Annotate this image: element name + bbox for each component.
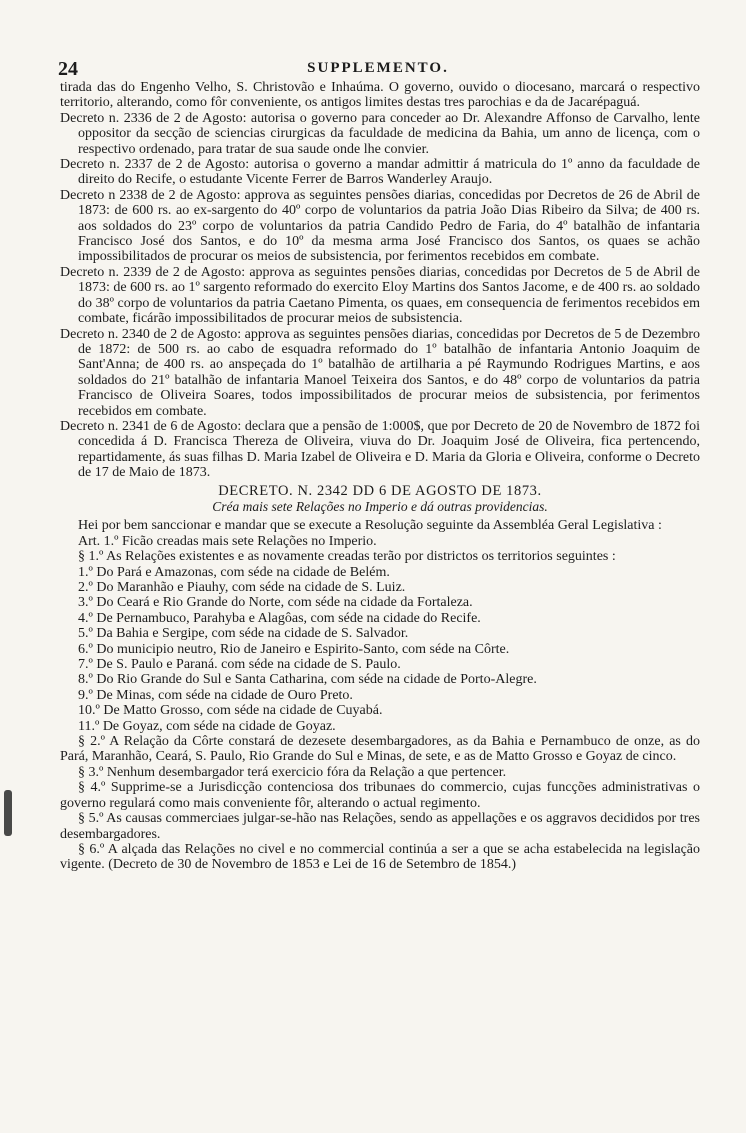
decree-2337: Decreto n. 2337 de 2 de Agosto: autorisa o governo a mandar admittir á matricula do 1º anno da faculdade de direito do Recife, o estudante Vicente Ferrer de Barros Wanderley Araujo. [60,157,700,188]
list-item: 11.º De Goyaz, com séde na cidade de Goyaz. [78,718,336,734]
page-number: 24 [58,58,78,80]
decree-2339: Decreto n. 2339 de 2 de Agosto: approva as seguintes pensões diarias, concedidas por Decretos de 5 de Abril de 1873: de 600 rs. ao 1º sargento reformado do exercito Eloy Martins dos Santos Jacome, e de 400 rs. ao soldado do 38º corpo de voluntarios da patria Caetano Pimenta, os quaes, em consequencia de ferimentos recebidos em combate, ficárão impossibilitados de procurar meios de subsistencia. [60,264,700,327]
list-item: 6.º Do municipio neutro, Rio de Janeiro e Espirito-Santo, com séde na Côrte. [78,641,510,657]
list-item: 8.º Do Rio Grande do Sul e Santa Catharina, com séde na cidade de Porto-Alegre. [78,672,537,688]
section-5: § 5.º As causas commerciaes julgar-se-hão nas Relações, sendo as appellações e os aggravos decididos por tres desembargadores. [60,811,700,842]
article-1: Art. 1.º Ficão creadas mais sete Relações no Imperio. [78,533,377,549]
section-4: § 4.º Supprime-se a Jurisdicção contenciosa dos tribunaes do commercio, cujas funcções administrativas o governo regulará como mais conveniente fôr, alterando o actual regimento. [60,780,700,811]
section-3: § 3.º Nenhum desembargador terá exercicio fóra da Relação a que pertencer. [78,764,507,780]
section-2: § 2.º A Relação da Côrte constará de dezesete desembargadores, as da Bahia e Pernambuco de onze, as do Pará, Maranhão, Ceará, S. Paulo, Rio Grande do Sul e Minas, de sete, e as de Matto Grosso e Goyaz de cinco. [60,734,700,765]
list-item: 5.º Da Bahia e Sergipe, com séde na cidade de S. Salvador. [78,626,409,642]
paragraph: tirada das do Engenho Velho, S. Christovão e Inhaúma. O governo, ouvido o diocesano, marcará o respectivo territorio, alterando, como fôr conveniente, os antigos limites destas tres parochias e da de Jacarépaguá. [60,80,700,111]
list-item: 4.º De Pernambuco, Parahyba e Alagôas, com séde na cidade do Recife. [78,610,481,626]
list-item: 9.º De Minas, com séde na cidade de Ouro Preto. [78,687,353,703]
list-item: 3.º Do Ceará e Rio Grande do Norte, com séde na cidade da Fortaleza. [78,595,473,611]
decree-title: DECRETO. N. 2342 DD 6 DE AGOSTO DE 1873. [218,482,542,499]
page-body [60,80,700,873]
page-header [58,58,698,80]
decree-2340: Decreto n. 2340 de 2 de Agosto: approva as seguintes pensões diarias, concedidas por Decretos de 5 de Dezembro de 1872: de 500 rs. ao cabo de esquadra reformado do 1º batalhão de infantaria Antonio Joaquim de Sant'Anna; de 400 rs. ao anspeçada do 1º batalhão de artilharia a pé Raymundo Rodrigues Martins, e aos soldados do 21º batalhão de infantaria Manoel Teixeira dos Santos, e do 48º corpo de voluntarios da patria Francisco de Oliveira Soares, todos impossibilitados de procurar meios de subsistencia, por ferimentos recebidos em combate. [60,326,700,419]
margin-ink-mark [2,790,14,836]
decree-intro: Hei por bem sanccionar e mandar que se execute a Resolução seguinte da Assembléa Geral Legislativa : [78,518,662,534]
section-1: § 1.º As Relações existentes e as novamente creadas terão por districtos os territorios seguintes : [78,549,616,565]
district-list [60,565,700,734]
section-6: § 6.º A alçada das Relações no civel e no commercial continúa a ser a que se acha estabelecida na legislação vigente. (Decreto de 30 de Novembro de 1853 e Lei de 16 de Setembro de 1854.) [60,841,700,873]
list-item: 7.º De S. Paulo e Paraná. com séde na cidade de S. Paulo. [78,657,401,673]
list-item: 10.º De Matto Grosso, com séde na cidade de Cuyabá. [78,703,383,719]
list-item: 1.º Do Pará e Amazonas, com séde na cidade de Belém. [78,564,390,580]
decree-subtitle: Créa mais sete Relações no Imperio e dá outras providencias. [212,498,548,514]
running-head: SUPPLEMENTO. [307,60,449,76]
decree-2341: Decreto n. 2341 de 6 de Agosto: declara que a pensão de 1:000$, que por Decreto de 20 de Novembro de 1872 foi concedida á D. Francisca Thereza de Oliveira, viuva do Dr. Joaquim José de Oliveira, fica pertencendo, repartidamente, ás suas filhas D. Maria Izabel de Oliveira e D. Maria da Gloria e Oliveira, conforme o Decreto de 17 de Maio de 1873. [60,418,700,481]
decree-2336: Decreto n. 2336 de 2 de Agosto: autorisa o governo para conceder ao Dr. Alexandre Affonso de Carvalho, lente oppositor da secção de sciencias cirurgicas da faculdade de medicina da Bahia, um anno de licença, com o respectivo ordenado, para tratar de sua saude onde lhe convier. [60,110,700,157]
decree-2338: Decreto n 2338 de 2 de Agosto: approva as seguintes pensões diarias, concedidas por Decretos de 26 de Abril de 1873: de 600 rs. ao ex-sargento do 40º corpo de voluntarios da patria João Dias Ribeiro da Silva; de 400 rs. aos soldados do 23º corpo de voluntarios da patria Candido Pedro de Faria, do 4º batalhão de infantaria Francisco José dos Santos, e do 10º da mesma arma José Francisco dos Santos, os quaes se achão impossibilitados de procurar os meios de subsistencia, por ferimentos recebidos em combate. [60,187,700,265]
list-item: 2.º Do Maranhão e Piauhy, com séde na cidade de S. Luiz. [78,580,406,595]
